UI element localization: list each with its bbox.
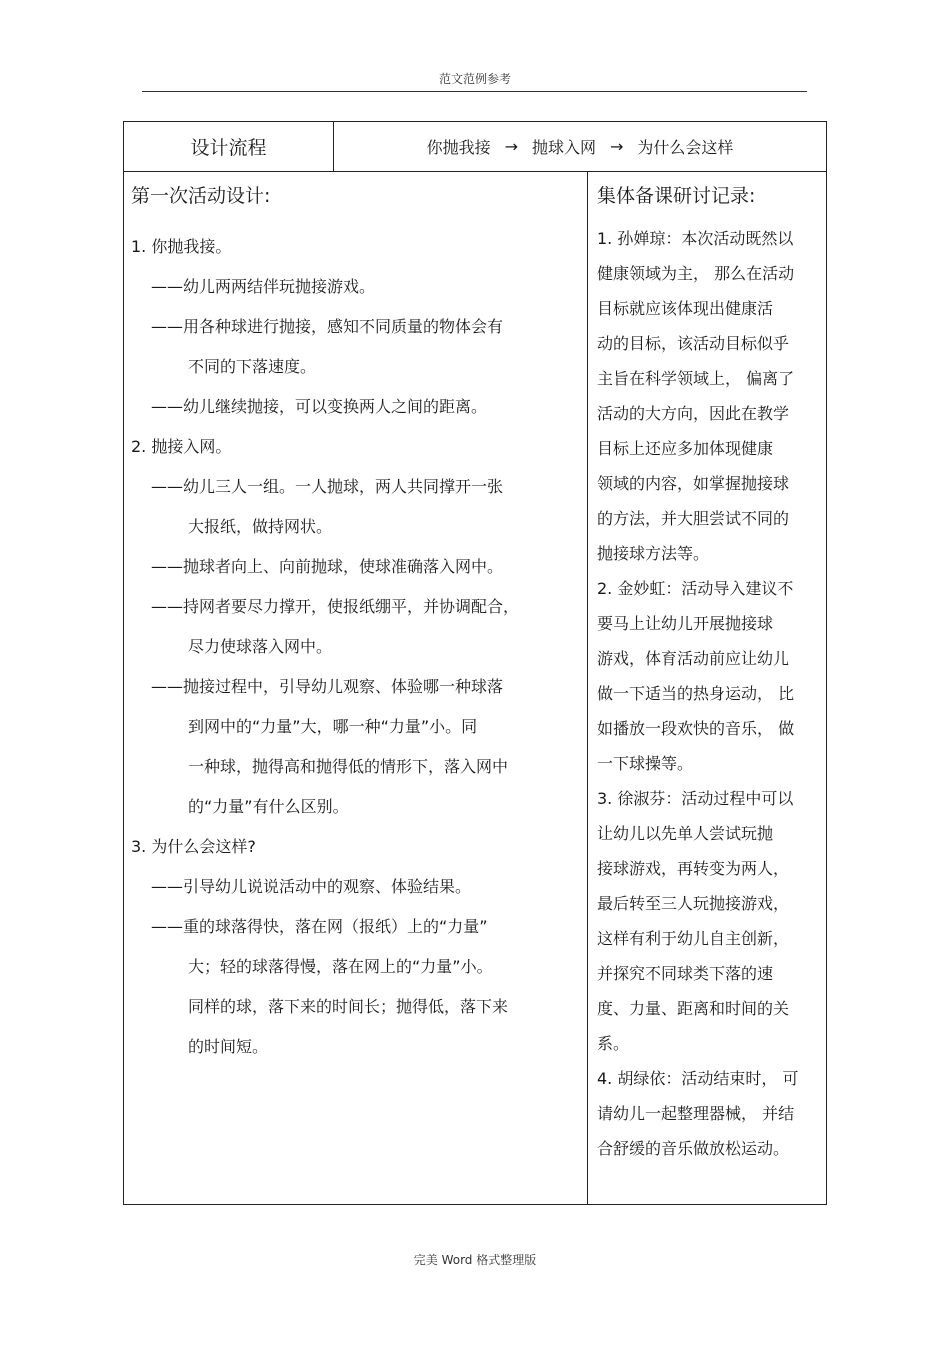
- records-line: 抛接球方法等。: [597, 544, 710, 563]
- records-line: 的方法，并大胆尝试不同的: [597, 509, 790, 528]
- design-line: 的时间短。: [188, 1037, 269, 1056]
- records-title: 集体备课研讨记录:: [597, 185, 756, 207]
- records-line: 系。: [597, 1034, 630, 1053]
- design-line: 2. 抛接入网。: [131, 437, 232, 456]
- header-rule: [142, 91, 807, 92]
- design-line: 同样的球，落下来的时间长；抛得低，落下来: [188, 997, 509, 1016]
- records-line: 3. 徐淑芬：活动过程中可以: [597, 789, 794, 808]
- design-line: 尽力使球落入网中。: [188, 637, 333, 656]
- design-line: 3. 为什么会这样?: [131, 837, 256, 856]
- records-line: 领域的内容，如掌握抛接球: [597, 474, 790, 493]
- header-text: 范文范例参考: [438, 72, 511, 86]
- flow-row: [124, 122, 826, 172]
- records-line: 目标就应该体现出健康活: [597, 299, 774, 318]
- design-line: ——幼儿继续抛接，可以变换两人之间的距离。: [151, 397, 488, 416]
- records-line: 做一下适当的热身运动， 比: [597, 684, 795, 703]
- design-line: 一种球，抛得高和抛得低的情形下，落入网中: [188, 757, 509, 776]
- records-line: 接球游戏，再转变为两人，: [597, 859, 790, 878]
- design-line: 不同的下落速度。: [188, 357, 317, 376]
- records-line: 如播放一段欢快的音乐， 做: [597, 719, 795, 738]
- records-line: 要马上让幼儿开展抛接球: [597, 614, 774, 633]
- records-cell: [588, 172, 826, 1204]
- flow-label: 设计流程: [124, 122, 334, 171]
- records-line: 一下球操等。: [597, 754, 694, 773]
- design-line: 大报纸，做持网状。: [188, 517, 333, 536]
- records-line: 让幼儿以先单人尝试玩抛: [597, 824, 774, 843]
- records-line: 1. 孙婵琼：本次活动既然以: [597, 229, 794, 248]
- design-line: ——引导幼儿说说活动中的观察、体验结果。: [151, 877, 472, 896]
- design-line: ——抛球者向上、向前抛球，使球准确落入网中。: [151, 557, 504, 576]
- records-line: 度、力量、距离和时间的关: [597, 999, 790, 1018]
- design-line: ——用各种球进行抛接，感知不同质量的物体会有: [151, 317, 504, 336]
- design-line: ——抛接过程中，引导幼儿观察、体验哪一种球落: [151, 677, 504, 696]
- records-line: 并探究不同球类下落的速: [597, 964, 774, 983]
- design-line: ——重的球落得快，落在网（报纸）上的“力量”: [151, 917, 488, 936]
- records-line: 目标上还应多加体现健康: [597, 439, 774, 458]
- design-line: ——幼儿两两结伴玩抛接游戏。: [151, 277, 376, 296]
- records-line: 这样有利于幼儿自主创新，: [597, 929, 790, 948]
- records-line: 最后转至三人玩抛接游戏，: [597, 894, 790, 913]
- flow-steps: [334, 122, 826, 171]
- records-line: 4. 胡绿依：活动结束时， 可: [597, 1069, 799, 1088]
- lesson-table: [123, 121, 827, 1205]
- design-line: ——持网者要尽力撑开，使报纸绷平，并协调配合，: [151, 597, 520, 616]
- flow-step: 你抛我接: [426, 138, 491, 157]
- design-title: 第一次活动设计:: [131, 185, 271, 207]
- flow-step: 为什么会这样: [637, 138, 734, 157]
- records-line: 合舒缓的音乐做放松运动。: [597, 1139, 790, 1158]
- flow-step: 抛球入网: [531, 138, 596, 157]
- design-line: 的“力量”有什么区别。: [188, 797, 349, 816]
- records-line: 动的目标，该活动目标似乎: [597, 334, 790, 353]
- records-line: 主旨在科学领域上， 偏离了: [597, 369, 795, 388]
- arrow-right-icon: →: [610, 137, 624, 156]
- records-line: 请幼儿一起整理器械， 并结: [597, 1104, 795, 1123]
- records-line: 活动的大方向，因此在教学: [597, 404, 790, 423]
- design-line: 大；轻的球落得慢，落在网上的“力量”小。: [188, 957, 493, 976]
- arrow-right-icon: →: [504, 137, 518, 156]
- design-line: ——幼儿三人一组。一人抛球，两人共同撑开一张: [151, 477, 504, 496]
- design-cell: [124, 172, 588, 1204]
- design-line: 到网中的“力量”大，哪一种“力量”小。同: [188, 717, 478, 736]
- records-line: 2. 金妙虹：活动导入建议不: [597, 579, 794, 598]
- design-line: 1. 你抛我接。: [131, 237, 232, 256]
- records-line: 游戏，体育活动前应让幼儿: [597, 649, 790, 668]
- records-line: 健康领域为主， 那么在活动: [597, 264, 795, 283]
- footer-text: 完美 Word 格式整理版: [413, 1253, 537, 1267]
